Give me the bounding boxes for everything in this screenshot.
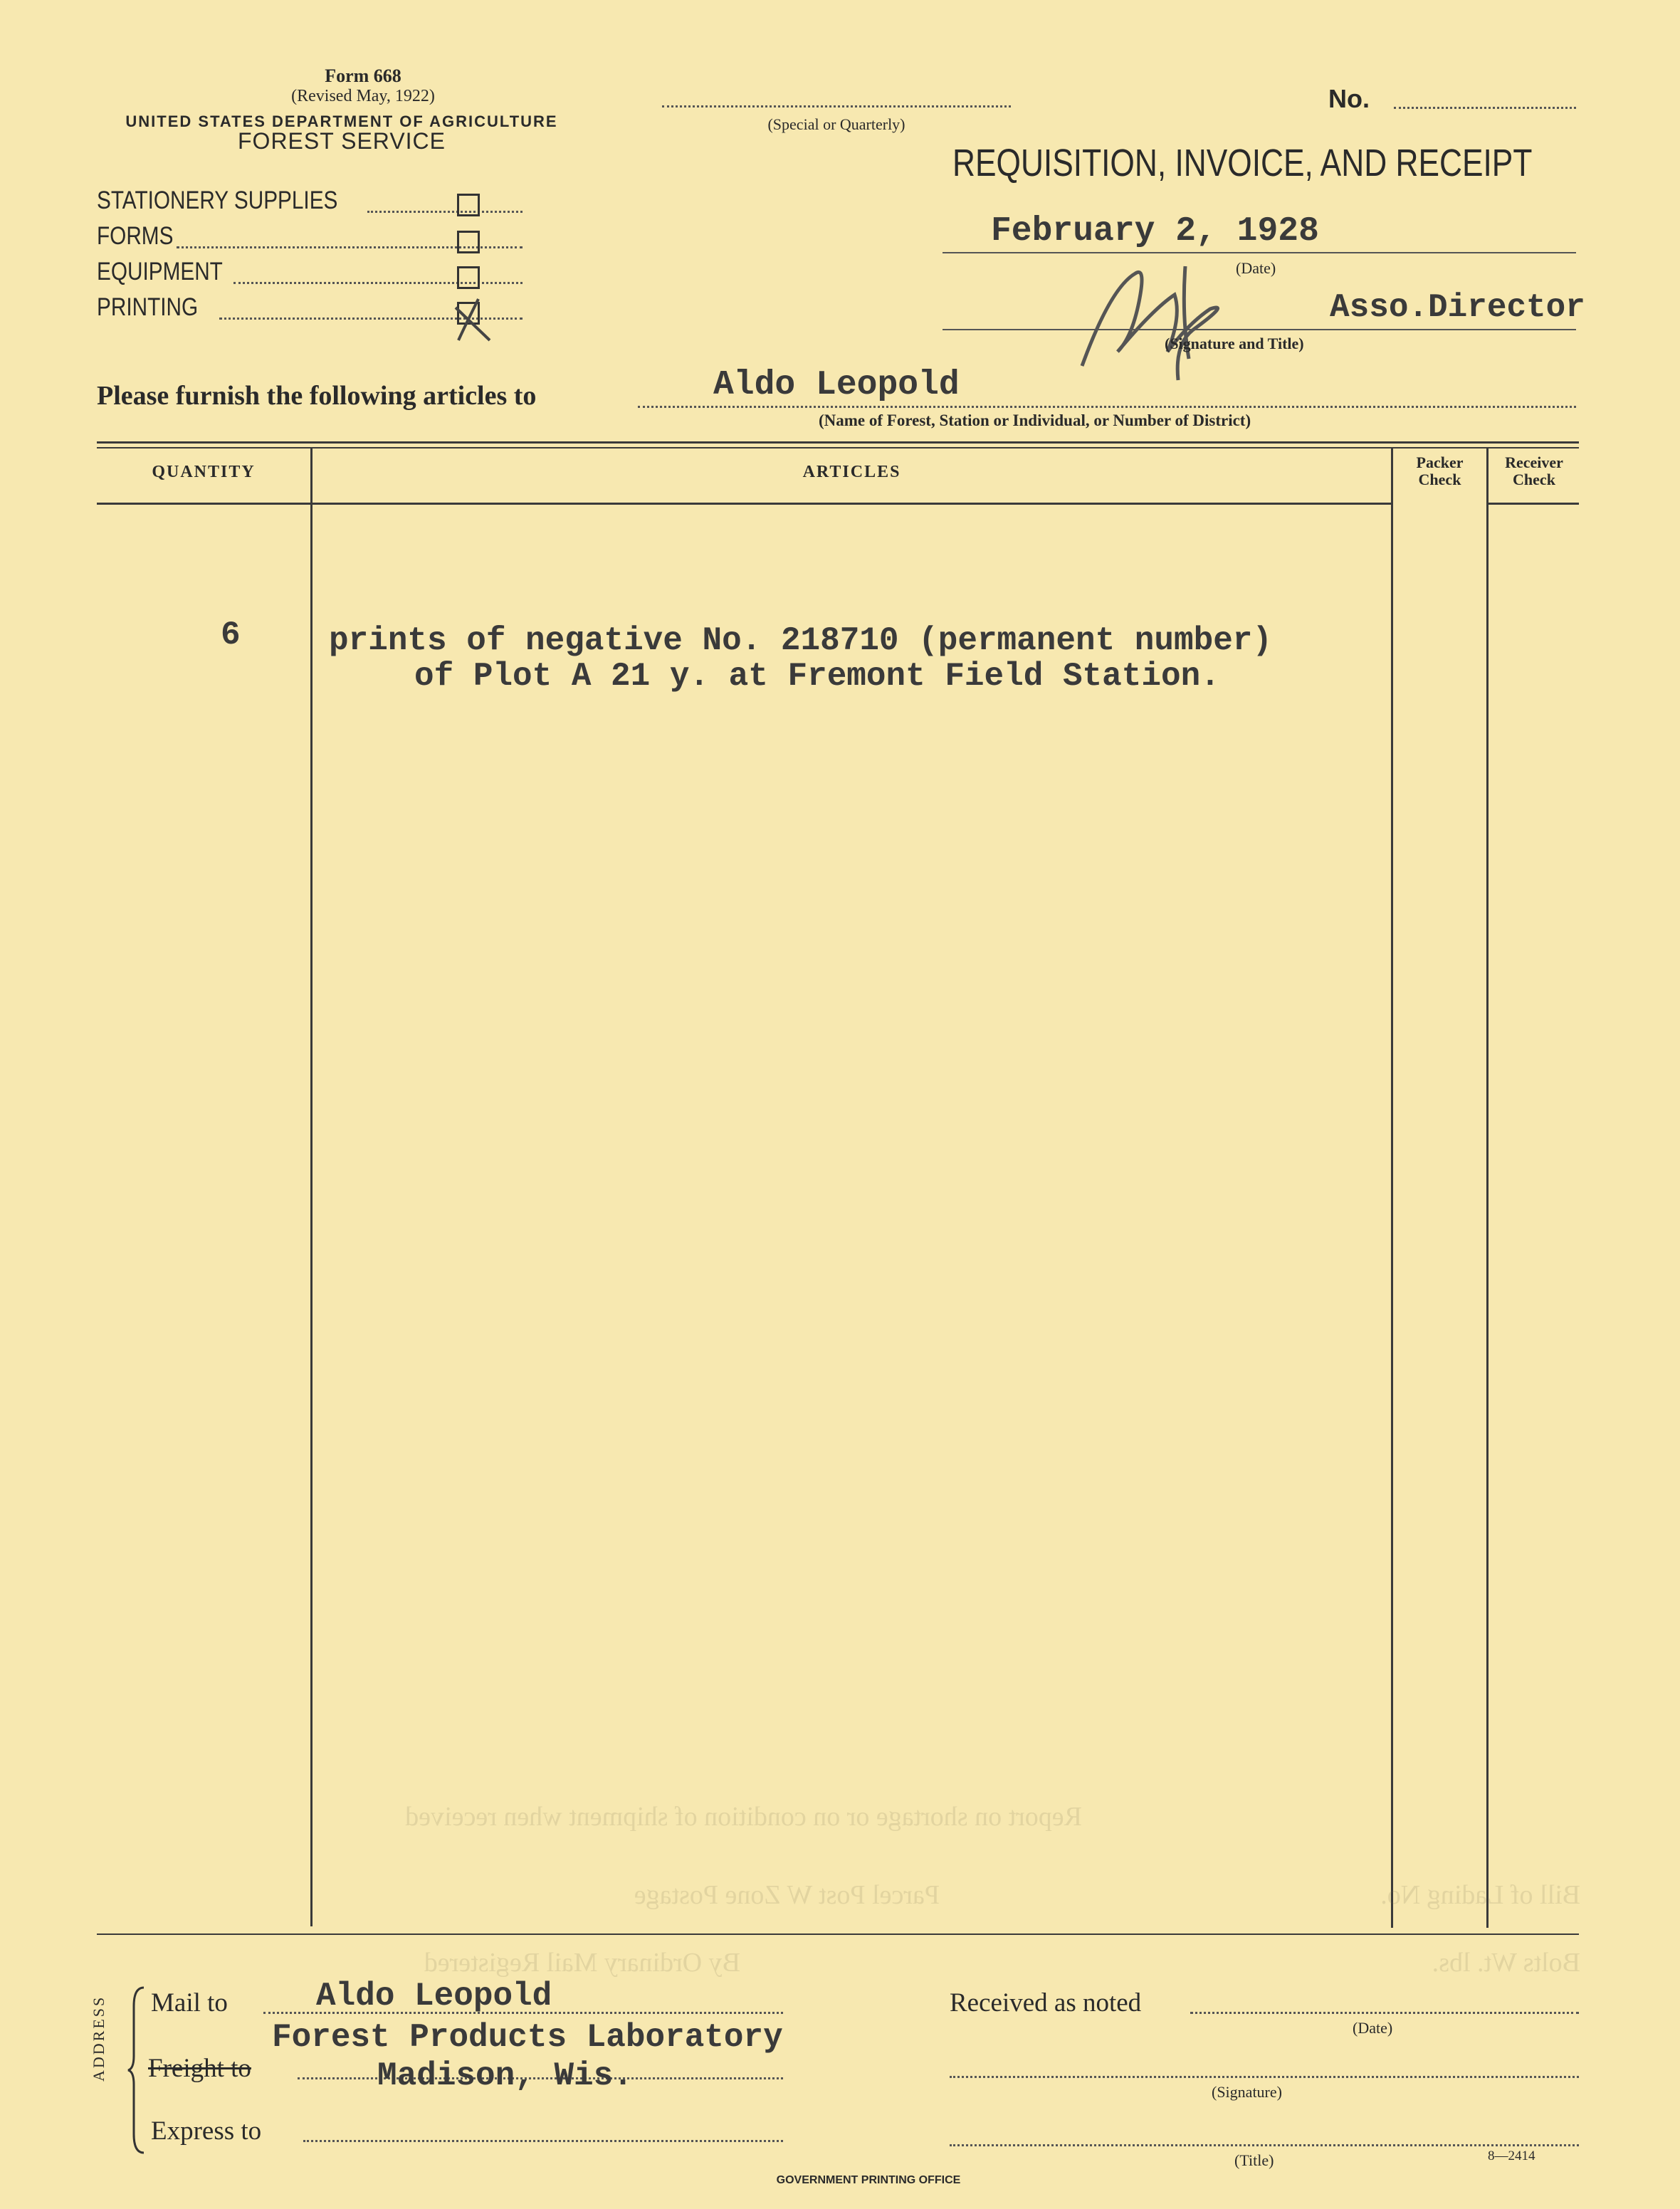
article-line-2[interactable]: of Plot A 21 y. at Fremont Field Station.	[414, 658, 1220, 695]
received-signature-field[interactable]	[950, 2076, 1579, 2078]
article-line-1[interactable]: prints of negative No. 218710 (permanent number)	[329, 622, 1273, 659]
received-title-field[interactable]	[950, 2144, 1579, 2146]
mail-to-value[interactable]: Aldo Leopold	[316, 1978, 552, 2015]
form-revised: (Revised May, 1922)	[291, 87, 435, 105]
checkbox-row-forms[interactable]	[97, 222, 495, 255]
column-header-receiver-check: Receiver Check	[1505, 453, 1563, 488]
checkbox-row-equipment[interactable]	[97, 258, 495, 290]
show-through-text: Report on shortage or on condition of shipment when received Parcel Post W Zone Postage Bill of Lading No. By Ordinary Mail Registered Bolts Wt. lbs.	[405, 1802, 1580, 1978]
column-header-packer-check: Packer Check	[1416, 453, 1464, 488]
service-name: FOREST SERVICE	[238, 128, 446, 154]
received-title-caption: (Title)	[1234, 2151, 1274, 2169]
checkbox-equipment[interactable]	[457, 266, 480, 289]
form-title: REQUISITION, INVOICE, AND RECEIPT	[952, 142, 1533, 184]
checkbox-stationery[interactable]	[457, 194, 480, 216]
column-header-quantity: QUANTITY	[152, 463, 256, 481]
furnish-field[interactable]	[638, 406, 1576, 408]
received-date-caption: (Date)	[1353, 2019, 1393, 2037]
freight-to-value[interactable]: Madison, Wis.	[377, 2057, 633, 2094]
date-value[interactable]: February 2, 1928	[991, 212, 1319, 251]
number-field[interactable]	[1394, 107, 1576, 109]
checkbox-label: PRINTING	[97, 293, 199, 321]
checkbox-row-stationery[interactable]	[97, 187, 495, 219]
received-label: Received as noted	[950, 1988, 1142, 2018]
signer-title[interactable]: Asso.Director	[1330, 289, 1585, 326]
freight-to-label: Freight to	[148, 2054, 251, 2083]
handwritten-signature	[1068, 245, 1253, 387]
furnish-value[interactable]: Aldo Leopold	[713, 366, 960, 404]
quantity-cell[interactable]: 6	[221, 616, 241, 654]
number-label: No.	[1328, 84, 1370, 113]
printer-credit: GOVERNMENT PRINTING OFFICE	[776, 2174, 961, 2186]
checkbox-label: FORMS	[97, 222, 174, 250]
date-caption: (Date)	[1236, 259, 1276, 277]
department-name: UNITED STATES DEPARTMENT OF AGRICULTURE	[125, 112, 558, 130]
received-field[interactable]	[1190, 2012, 1579, 2014]
special-quarterly-caption: (Special or Quarterly)	[767, 115, 905, 133]
column-header-articles: ARTICLES	[802, 463, 901, 481]
address-brace	[127, 1985, 148, 2156]
address-side-label: ADDRESS	[90, 1995, 107, 2082]
mail-to-value-line-2[interactable]: Forest Products Laboratory	[272, 2019, 783, 2056]
signature-caption: (Signature and Title)	[1165, 335, 1304, 352]
express-to-field[interactable]	[303, 2140, 783, 2142]
check-mark-icon	[446, 293, 495, 343]
special-quarterly-line[interactable]	[662, 105, 1011, 107]
checkbox-label: EQUIPMENT	[97, 258, 223, 285]
mail-to-label: Mail to	[151, 1988, 228, 2018]
received-signature-caption: (Signature)	[1212, 2083, 1282, 2101]
form-number: Form 668	[325, 65, 401, 86]
checkbox-forms[interactable]	[457, 231, 480, 253]
furnish-label: Please furnish the following articles to	[97, 381, 537, 411]
furnish-caption: (Name of Forest, Station or Individual, or Number of District)	[819, 411, 1251, 429]
checkbox-row-printing[interactable]	[97, 293, 524, 343]
express-to-label: Express to	[151, 2116, 262, 2146]
checkbox-label: STATIONERY SUPPLIES	[97, 187, 338, 214]
form-code: 8—2414	[1488, 2148, 1535, 2163]
